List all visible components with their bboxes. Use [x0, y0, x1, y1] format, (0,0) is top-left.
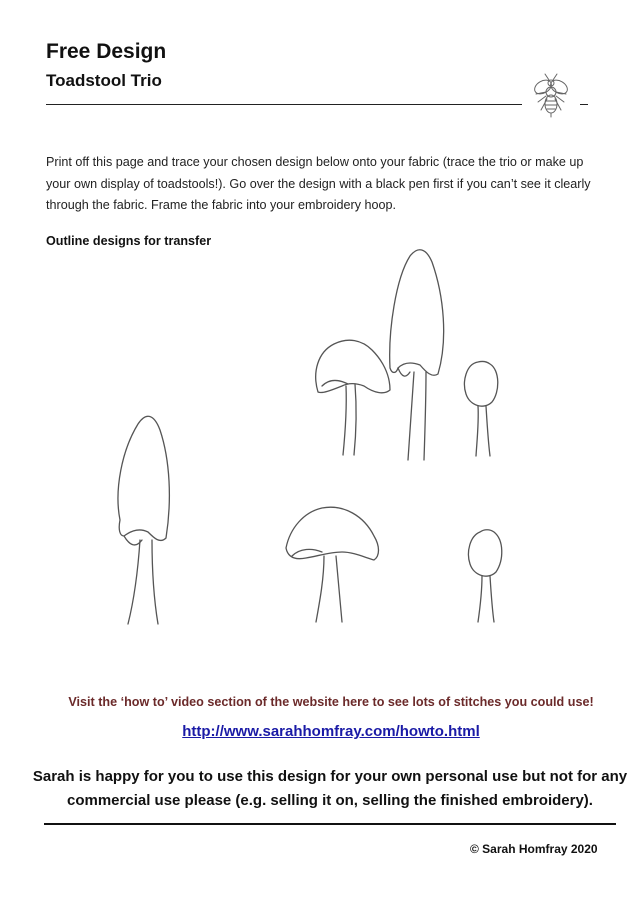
bee-icon — [522, 70, 580, 126]
outline-heading: Outline designs for transfer — [46, 234, 212, 248]
usage-note: Sarah is happy for you to use this design for your own personal use but not for any commercial use please (e.g. selling it on, selling the finished embroidery). — [32, 768, 628, 809]
website-link[interactable]: http://www.sarahhomfray.com/howto.html — [182, 723, 480, 740]
video-note: Visit the ‘how to’ video section of the website here to see lots of stitches you could use! — [68, 695, 594, 709]
page-subtitle: Toadstool Trio — [46, 71, 162, 90]
toadstool-drawing — [0, 240, 641, 640]
toadstool-singles — [118, 416, 502, 624]
toadstool-trio — [316, 250, 498, 460]
intro-text: Print off this page and trace your chosen design below onto your fabric (trace the trio or make up your own display of toadstools!). Go over the design with a black pen first if you can’t see it clearly through the fabric. Frame the fabric into your embroidery hoop. — [46, 155, 591, 212]
copyright: © Sarah Homfray 2020 — [470, 842, 598, 856]
footer-divider — [44, 823, 616, 825]
header-divider — [46, 104, 588, 105]
website-link-container — [0, 723, 641, 740]
page-title: Free Design — [46, 40, 167, 63]
